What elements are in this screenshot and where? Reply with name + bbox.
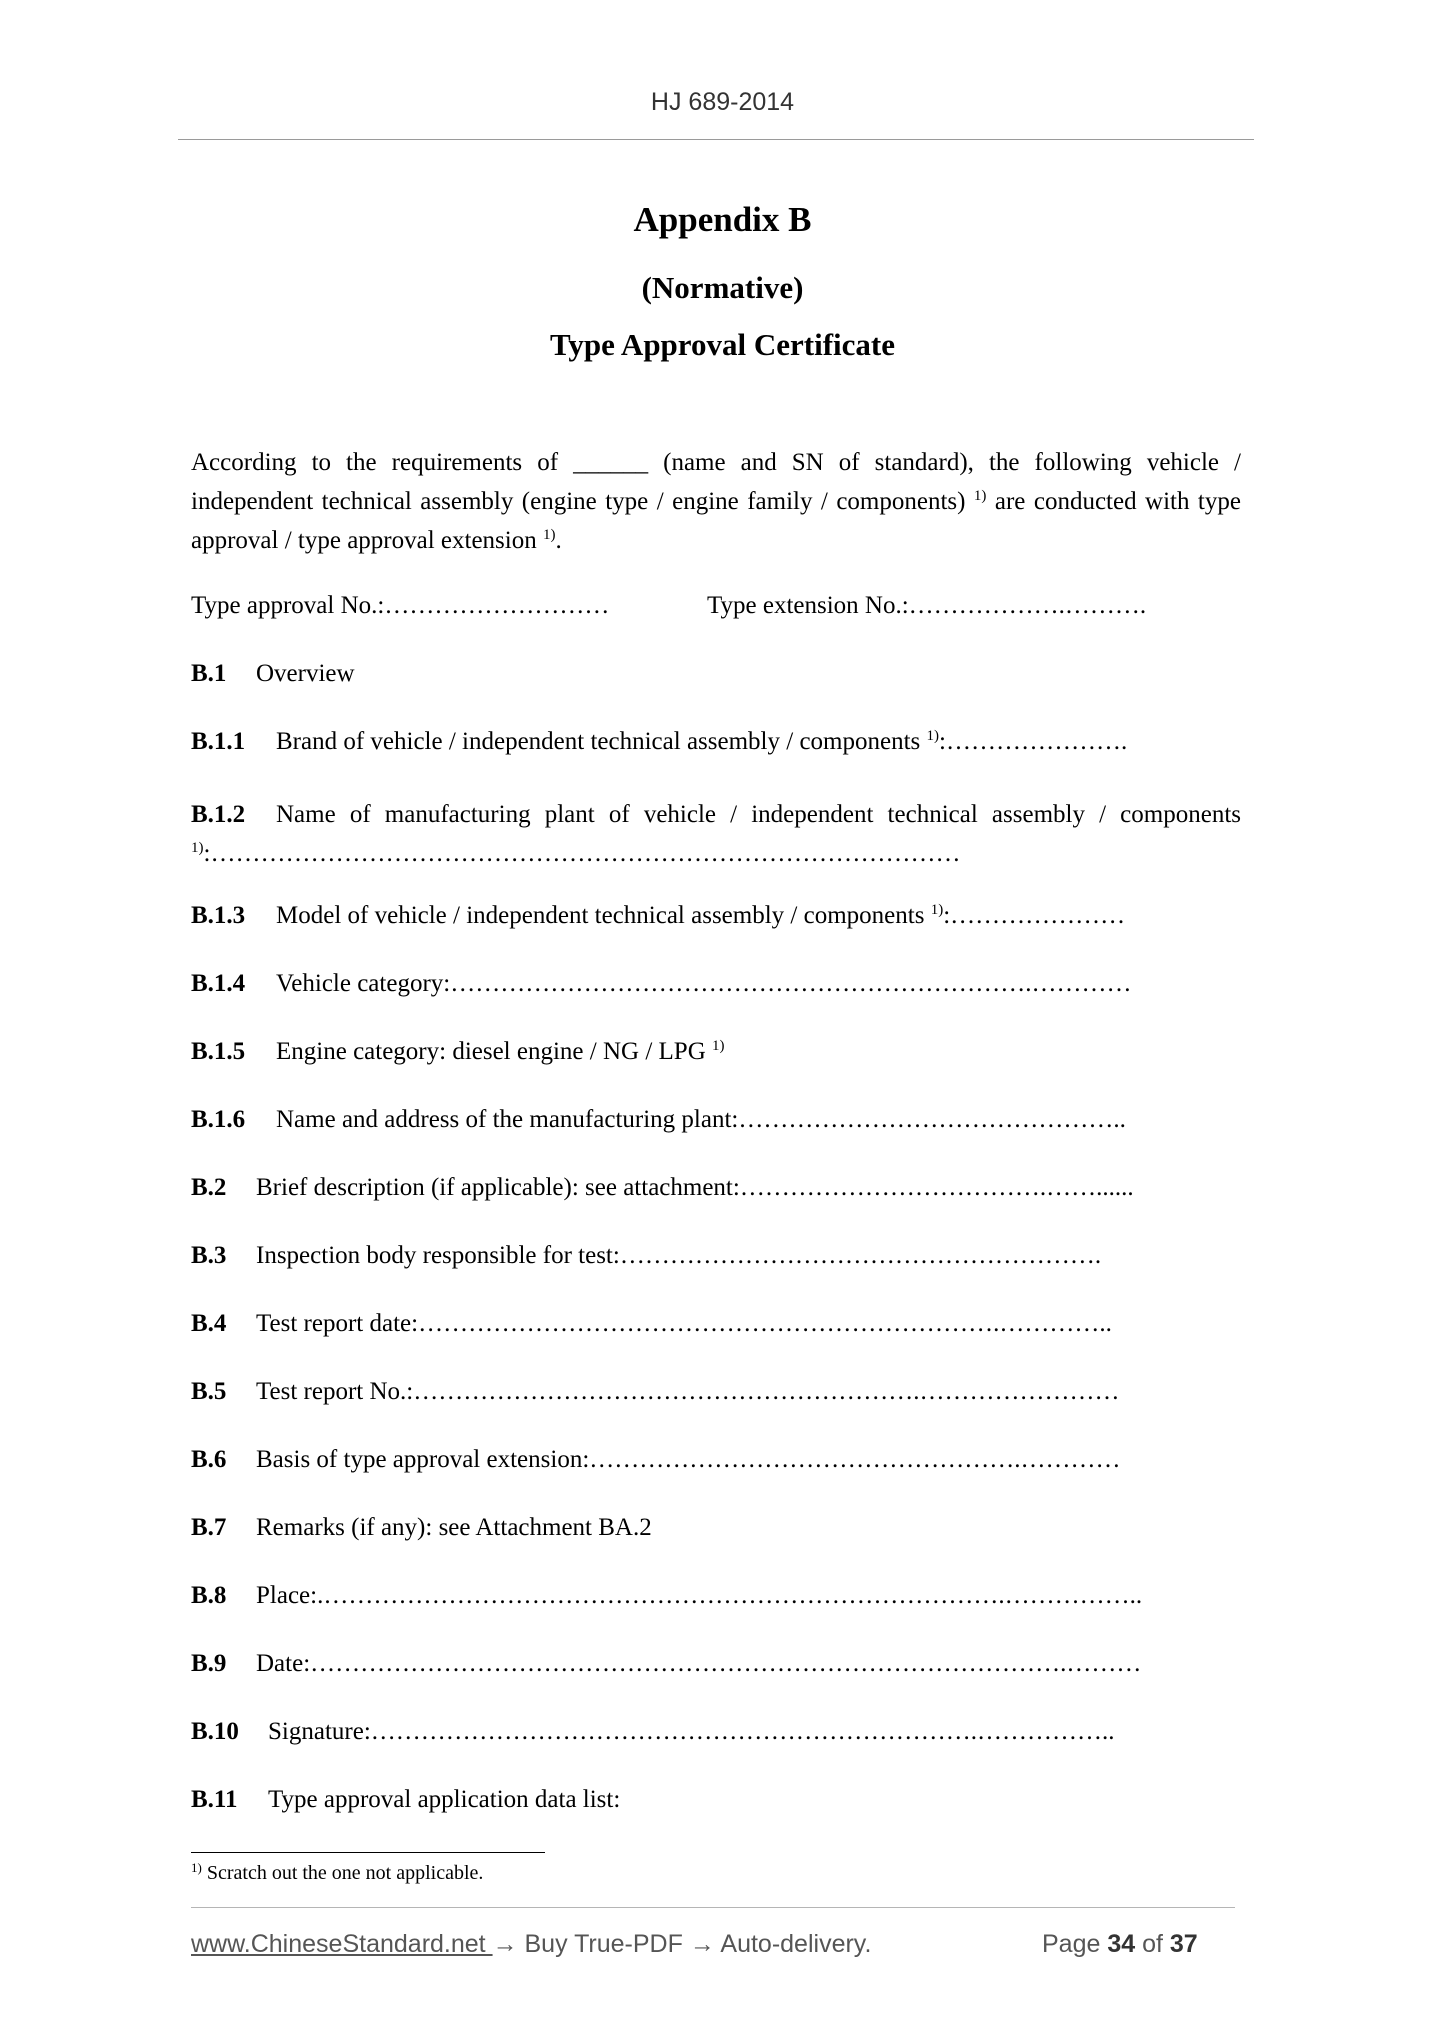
item-b9: B.9 Date:……………………………………………………………………………….……… <box>191 1650 1142 1677</box>
item-b1-1: B.1.1 Brand of vehicle / independent technical assembly / components $^{1)}$:…………………. <box>191 728 1128 755</box>
item-b1: B.1 Overview <box>191 660 355 687</box>
item-b11: B.11 Type approval application data list: <box>191 1786 621 1813</box>
footnote-divider <box>191 1852 545 1853</box>
appendix-nature: (Normative) <box>641 270 804 305</box>
item-b10: B.10 Signature:……………………………………………………………….…………….. <box>191 1718 1115 1745</box>
item-b7: B.7 Remarks (if any): see Attachment BA.2 <box>191 1514 652 1541</box>
header-standard-code: HJ 689-2014 <box>650 88 795 116</box>
item-b1-5: B.1.5 Engine category: diesel engine / NG / LPG $^{1)}$ <box>191 1038 725 1065</box>
item-b6: B.6 Basis of type approval extension:…………………………………………….………… <box>191 1446 1121 1473</box>
certificate-title: Type Approval Certificate <box>550 327 895 362</box>
item-b2: B.2 Brief description (if applicable): see attachment:……………………………….……...... <box>191 1174 1134 1201</box>
item-b1-3: B.1.3 Model of vehicle / independent technical assembly / components $^{1)}$:………………… <box>191 902 1126 929</box>
item-b1-4: B.1.4 Vehicle category:…………………………………………………………….………… <box>191 970 1132 997</box>
item-b4: B.4 Test report date:…………………………………………………………….………….. <box>191 1310 1112 1337</box>
item-b1-2: B.1.2 Name of manufacturing plant of vehicle / independent technical assembly / components $^{1)}$:……………………………………………………………………………… <box>191 801 1241 867</box>
item-b5: B.5 Test report No.:…………………………………………………….…………………… <box>191 1378 1120 1405</box>
type-extension-no: Type extension No.:……………….………. <box>707 592 1147 619</box>
footer-promo: www.ChineseStandard.net → Buy True-PDF → Auto-delivery. <box>191 1930 872 1958</box>
approval-numbers-line <box>191 592 1251 620</box>
website-link[interactable]: www.ChineseStandard.net <box>191 1930 493 1958</box>
footer-divider <box>191 1907 1235 1908</box>
page-indicator: Page 34 of 37 <box>1042 1930 1198 1958</box>
item-b8: B.8 Place:.……………………………………………………………………….…………….. <box>191 1582 1143 1609</box>
item-b3: B.3 Inspection body responsible for test:…………………………………………………. <box>191 1242 1102 1269</box>
intro-paragraph: According to the requirements of ______ (name and SN of standard), the following vehicle / independent technical assembly (engine type / engine family / components) $^{1)}$ are conducted with type approval / type approval extension $^{1)}$. <box>191 449 1241 554</box>
page-total: 37 <box>1169 1930 1198 1958</box>
appendix-title: Appendix B <box>633 200 812 239</box>
item-b1-6: B.1.6 Name and address of the manufacturing plant:……………………………………….. <box>191 1106 1126 1133</box>
page-number: 34 <box>1107 1930 1136 1958</box>
header-divider <box>178 139 1254 140</box>
type-approval-no: Type approval No.:……………………… <box>191 592 610 619</box>
footnote: $^{1)}$ Scratch out the one not applicable. <box>191 1860 484 1884</box>
